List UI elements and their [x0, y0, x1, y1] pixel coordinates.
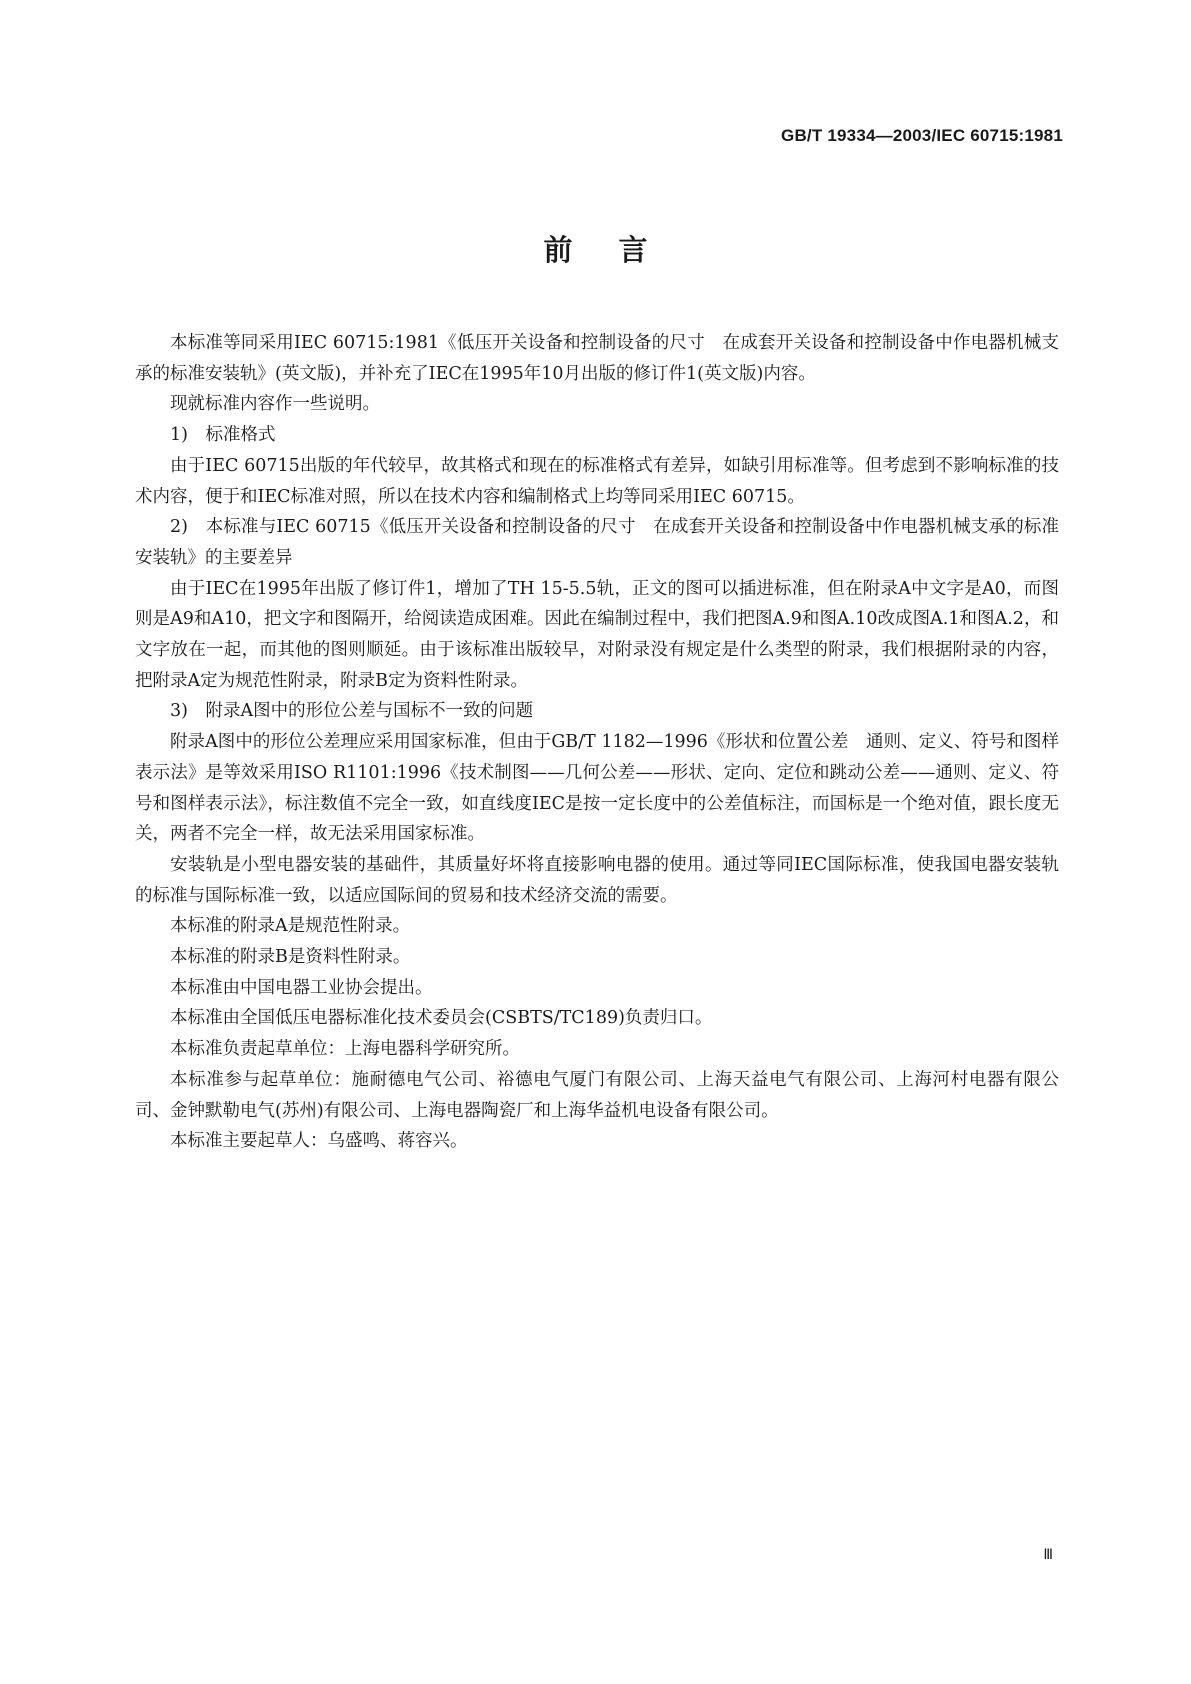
paragraph: 本标准由中国电器工业协会提出。: [170, 977, 433, 998]
section-heading: 2) 本标准与IEC 60715《低压开关设备和控制设备的尺寸 在成套开关设备和控制设备中作电器机械支承的标准安装轨》的主要差异: [135, 517, 1059, 568]
paragraph: 本标准的附录B是资料性附录。: [170, 947, 411, 968]
paragraph: 安装轨是小型电器安装的基础件，其质量好坏将直接影响电器的使用。通过等同IEC国际标准，使我国电器安装轨的标准与国际标准一致，以适应国际间的贸易和技术经济交流的需要。: [135, 854, 1059, 906]
paragraph: 本标准参与起草单位：施耐德电气公司、裕德电气厦门有限公司、上海天益电气有限公司、上海河村电器有限公司、金钟默勒电气(苏州)有限公司、上海电器陶瓷厂和上海华益机电设备有限公司。: [135, 1069, 1059, 1121]
paragraph: 本标准负责起草单位：上海电器科学研究所。: [170, 1039, 520, 1060]
page-title: 前言: [543, 233, 694, 267]
paragraph: 本标准主要起草人：乌盛鸣、蒋容兴。: [170, 1131, 468, 1152]
standard-code-header: GB/T 19334—2003/IEC 60715:1981: [781, 126, 1063, 145]
paragraph: 本标准由全国低压电器标准化技术委员会(CSBTS/TC189)负责归口。: [170, 1008, 713, 1029]
foreword-body: [135, 328, 1059, 1157]
page-number: Ⅲ: [1043, 1547, 1053, 1563]
section-heading: 3) 附录A图中的形位公差与国标不一致的问题: [170, 701, 534, 722]
paragraph: 由于IEC在1995年出版了修订件1，增加了TH 15-5.5轨，正文的图可以插进标准，但在附录A中文字是A0，而图则是A9和A10，把文字和图隔开，给阅读造成困难。因此在编制过程中，我们把图A.9和图A.10改成图A.1和图A.2，和文字放在一起，而其他的图则顺延。由于该标准出版较早，对附录没有规定是什么类型的附录，我们根据附录的内容，把附录A定为规范性附录，附录B定为资料性附录。: [135, 578, 1059, 691]
paragraph: 附录A图中的形位公差理应采用国家标准，但由于GB/T 1182—1996《形状和位置公差 通则、定义、符号和图样表示法》是等效采用ISO R1101:1996《技术制图——几何公差——形状、定向、定位和跳动公差——通则、定义、符号和图样表示法》，标注数值不完全一致，如直线度IEC是按一定长度中的公差值标注，而国标是一个绝对值，跟长度无关，两者不完全一样，故无法采用国家标准。: [135, 732, 1059, 845]
section-heading: 1) 标准格式: [170, 425, 276, 446]
paragraph: 本标准等同采用IEC 60715:1981《低压开关设备和控制设备的尺寸 在成套开关设备和控制设备中作电器机械支承的标准安装轨》(英文版)，并补充了IEC在1995年10月出版的修订件1(英文版)内容。: [135, 333, 1059, 384]
paragraph: 由于IEC 60715出版的年代较早，故其格式和现在的标准格式有差异，如缺引用标准等。但考虑到不影响标准的技术内容，便于和IEC标准对照，所以在技术内容和编制格式上均等同采用IEC 60715。: [135, 455, 1059, 507]
paragraph: 现就标准内容作一些说明。: [170, 394, 380, 415]
paragraph: 本标准的附录A是规范性附录。: [170, 916, 411, 937]
